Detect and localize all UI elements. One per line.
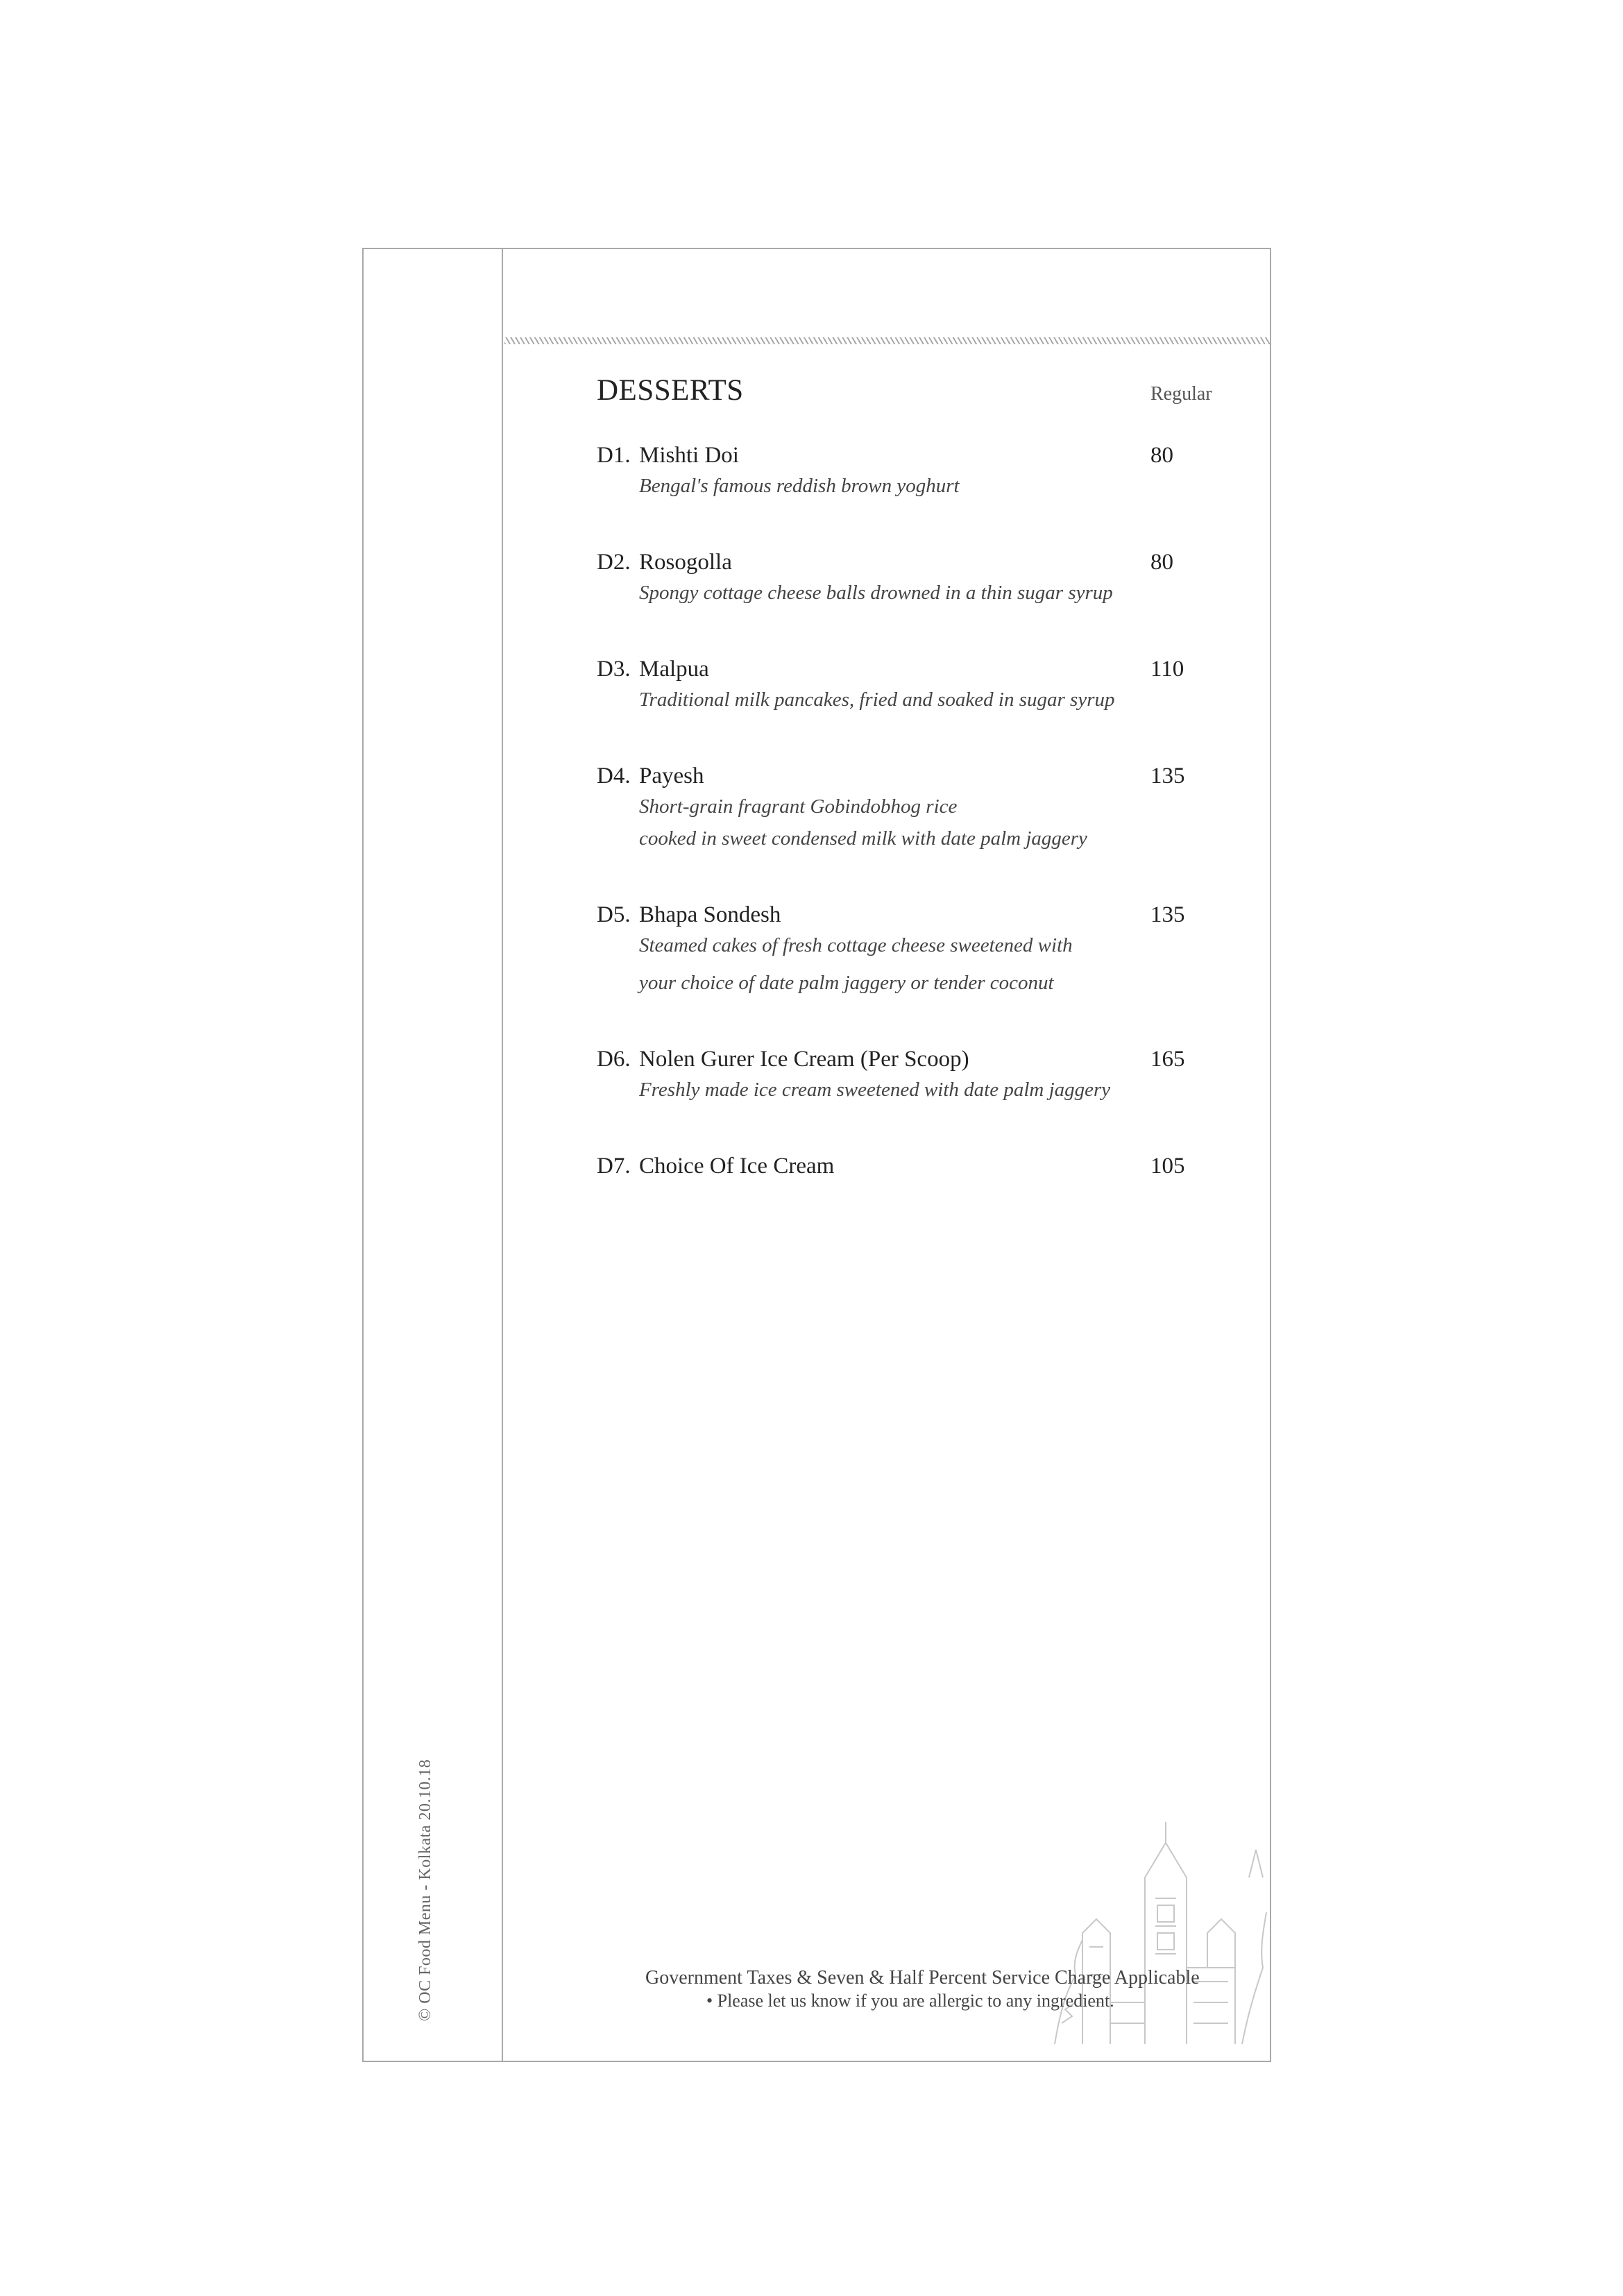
item-description: Steamed cakes of fresh cottage cheese sweetened with — [639, 934, 1073, 956]
item-description: Short-grain fragrant Gobindobhog rice — [639, 795, 958, 818]
item-name: Bhapa Sondesh — [639, 902, 781, 927]
item-code: D1. — [597, 443, 631, 468]
item-code: D4. — [597, 763, 631, 788]
item-description: Freshly made ice cream sweetened with date palm jaggery — [639, 1079, 1111, 1101]
item-name: Choice Of Ice Cream — [639, 1154, 835, 1179]
item-name: Rosogolla — [639, 550, 732, 575]
item-description: your choice of date palm jaggery or tender coconut — [639, 972, 1054, 994]
item-price: 135 — [1150, 763, 1185, 788]
side-note: © OC Food Menu - Kolkata 20.10.18 — [416, 1759, 434, 2021]
item-description: Spongy cottage cheese balls drowned in a thin sugar syrup — [639, 582, 1113, 604]
side-divider — [502, 248, 503, 2062]
item-name: Payesh — [639, 763, 704, 788]
allergy-note: • Please let us know if you are allergic to any ingredient. — [706, 1991, 1114, 2011]
item-code: D5. — [597, 902, 631, 927]
taxes-note: Government Taxes & Seven & Half Percent Service Charge Applicable — [645, 1967, 1200, 1989]
item-name: Mishti Doi — [639, 443, 739, 468]
price-column-header: Regular — [1150, 383, 1212, 405]
item-price: 135 — [1150, 902, 1185, 927]
item-description: cooked in sweet condensed milk with date palm jaggery — [639, 827, 1087, 850]
hatch-border — [504, 337, 1270, 344]
item-name: Nolen Gurer Ice Cream (Per Scoop) — [639, 1047, 969, 1072]
item-price: 110 — [1150, 657, 1184, 682]
item-name: Malpua — [639, 657, 709, 682]
item-code: D3. — [597, 657, 631, 682]
section-title: DESSERTS — [597, 374, 744, 407]
item-description: Traditional milk pancakes, fried and soaked in sugar syrup — [639, 689, 1115, 711]
item-code: D2. — [597, 550, 631, 575]
item-price: 165 — [1150, 1047, 1185, 1072]
item-price: 105 — [1150, 1154, 1185, 1179]
item-description: Bengal's famous reddish brown yoghurt — [639, 475, 960, 497]
item-code: D7. — [597, 1154, 631, 1179]
item-code: D6. — [597, 1047, 631, 1072]
item-price: 80 — [1150, 443, 1173, 468]
item-price: 80 — [1150, 550, 1173, 575]
